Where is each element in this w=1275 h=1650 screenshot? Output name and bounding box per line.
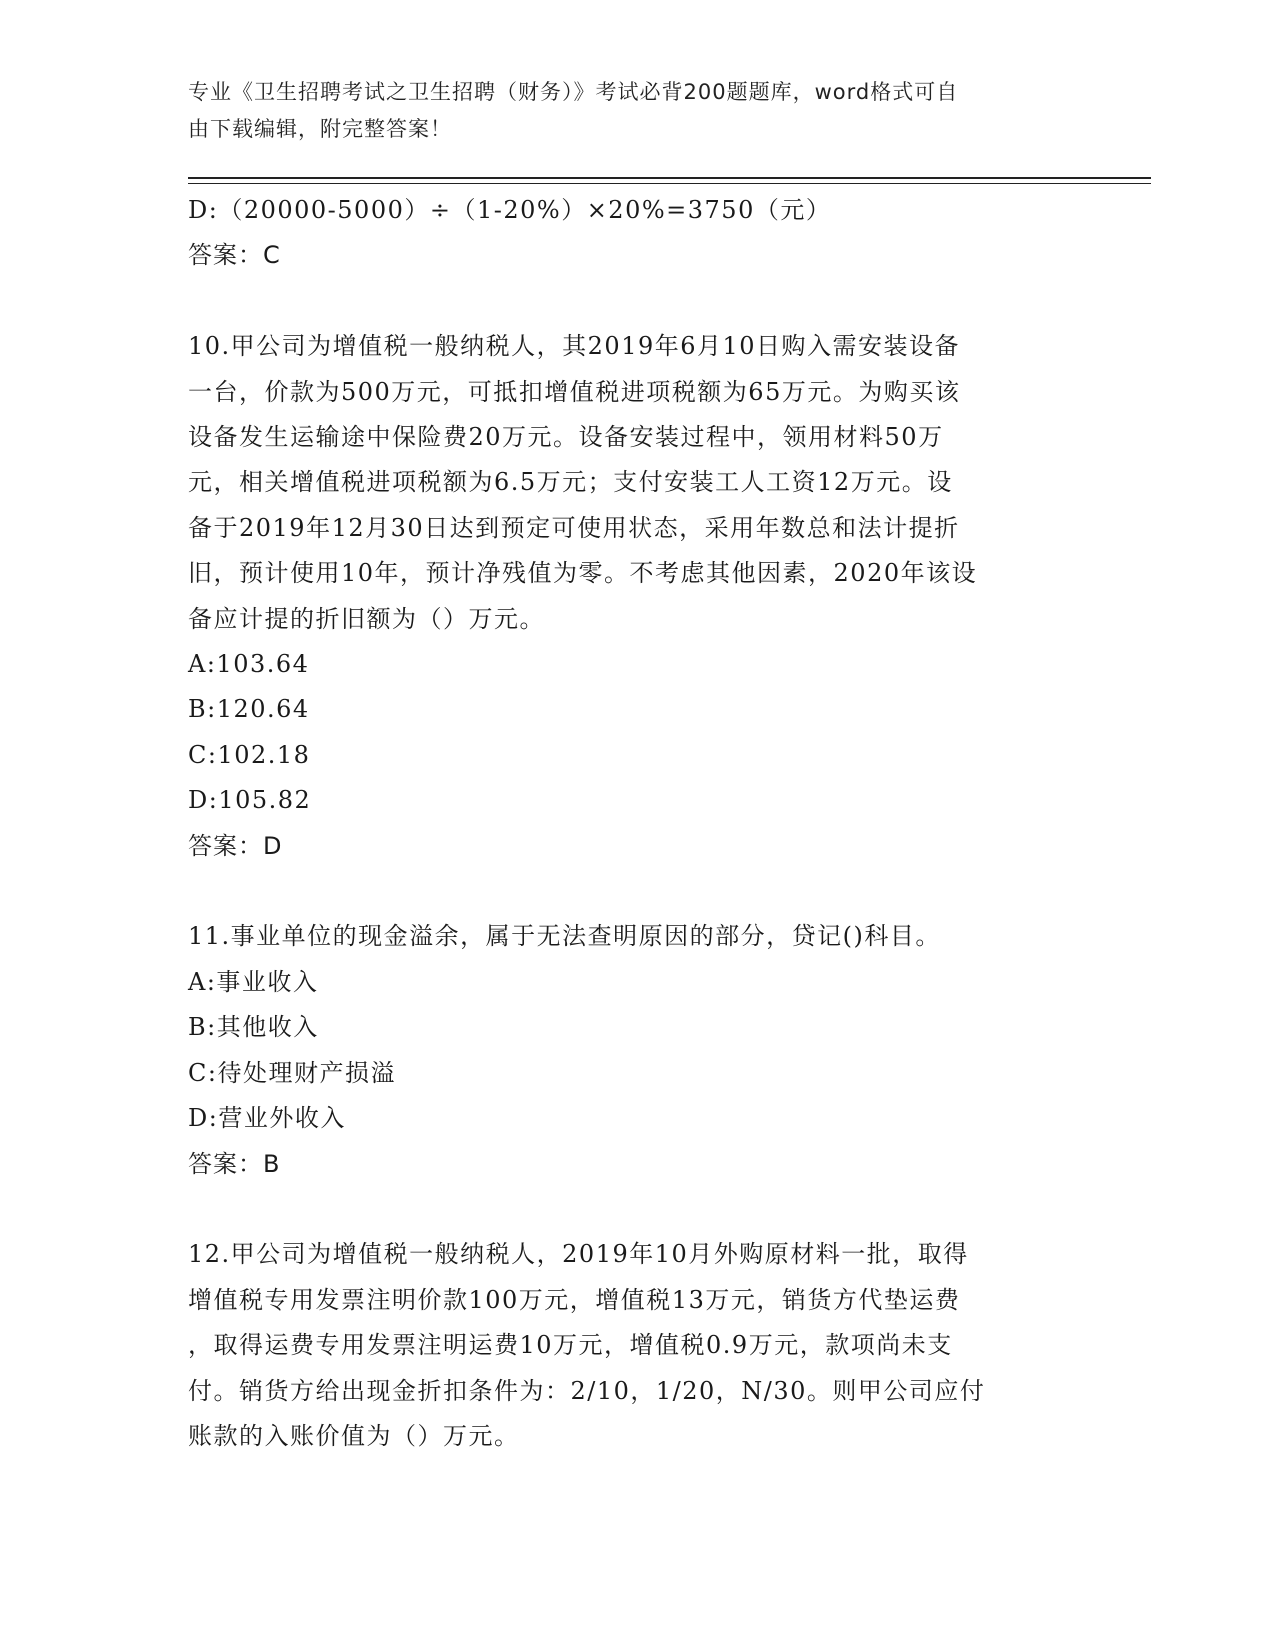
document-body xyxy=(188,188,1088,1459)
option-a: A:事业收入 xyxy=(188,967,319,996)
answer-line: 答案：C xyxy=(188,241,281,270)
option-a: A:103.64 xyxy=(188,650,310,679)
question-block xyxy=(188,1232,1088,1459)
question-stem-line: ，取得运费专用发票注明运费10万元，增值税0.9万元，款项尚未支 xyxy=(188,1331,953,1360)
header-divider-thick xyxy=(188,177,1151,179)
answer-line: 答案：D xyxy=(188,831,283,860)
question-stem-line: 设备发生运输途中保险费20万元。设备安装过程中，领用材料50万 xyxy=(188,423,944,452)
question-stem-line: 备于2019年12月30日达到预定可使用状态，采用年数总和法计提折 xyxy=(188,513,960,542)
option-c: C:102.18 xyxy=(188,740,311,769)
option-d: D:105.82 xyxy=(188,786,312,815)
question-block xyxy=(188,324,1088,869)
question-stem-line: 10.甲公司为增值税一般纳税人，其2019年6月10日购入需安装设备 xyxy=(188,332,961,361)
option-d: D:（20000-5000）÷（1-20%）×20%=3750（元） xyxy=(188,196,832,224)
answer-line: 答案：B xyxy=(188,1149,281,1178)
question-stem-line: 账款的入账价值为（）万元。 xyxy=(188,1421,520,1450)
option-b: B:其他收入 xyxy=(188,1013,319,1042)
header-line: 由下载编辑，附完整答案！ xyxy=(188,117,452,141)
question-stem-line: 付。销货方给出现金折扣条件为：2/10，1/20，N/30。则甲公司应付 xyxy=(188,1376,986,1405)
header-line: 专业《卫生招聘考试之卫生招聘（财务）》考试必背200题题库，word格式可自 xyxy=(188,80,959,104)
option-c: C:待处理财产损溢 xyxy=(188,1058,396,1087)
question-stem-line: 12.甲公司为增值税一般纳税人，2019年10月外购原材料一批，取得 xyxy=(188,1240,969,1269)
option-b: B:120.64 xyxy=(188,695,310,724)
spacer xyxy=(188,869,1088,914)
question-stem-line: 元，相关增值税进项税额为6.5万元；支付安装工人工资12万元。设 xyxy=(188,468,953,497)
question-stem-line: 一台，价款为500万元，可抵扣增值税进项税额为65万元。为购买该 xyxy=(188,377,961,406)
spacer xyxy=(188,1187,1088,1232)
document-header xyxy=(188,74,1068,148)
option-d: D:营业外收入 xyxy=(188,1104,346,1133)
spacer xyxy=(188,279,1088,324)
question-stem-line: 11.事业单位的现金溢余，属于无法查明原因的部分，贷记()科目。 xyxy=(188,922,941,951)
question-stem-line: 旧，预计使用10年，预计净残值为零。不考虑其他因素，2020年该设 xyxy=(188,559,978,588)
question-stem-line: 增值税专用发票注明价款100万元，增值税13万元，销货方代垫运费 xyxy=(188,1285,961,1314)
header-divider-thin xyxy=(188,183,1151,184)
question-stem-line: 备应计提的折旧额为（）万元。 xyxy=(188,604,545,633)
question-block xyxy=(188,914,1088,1186)
